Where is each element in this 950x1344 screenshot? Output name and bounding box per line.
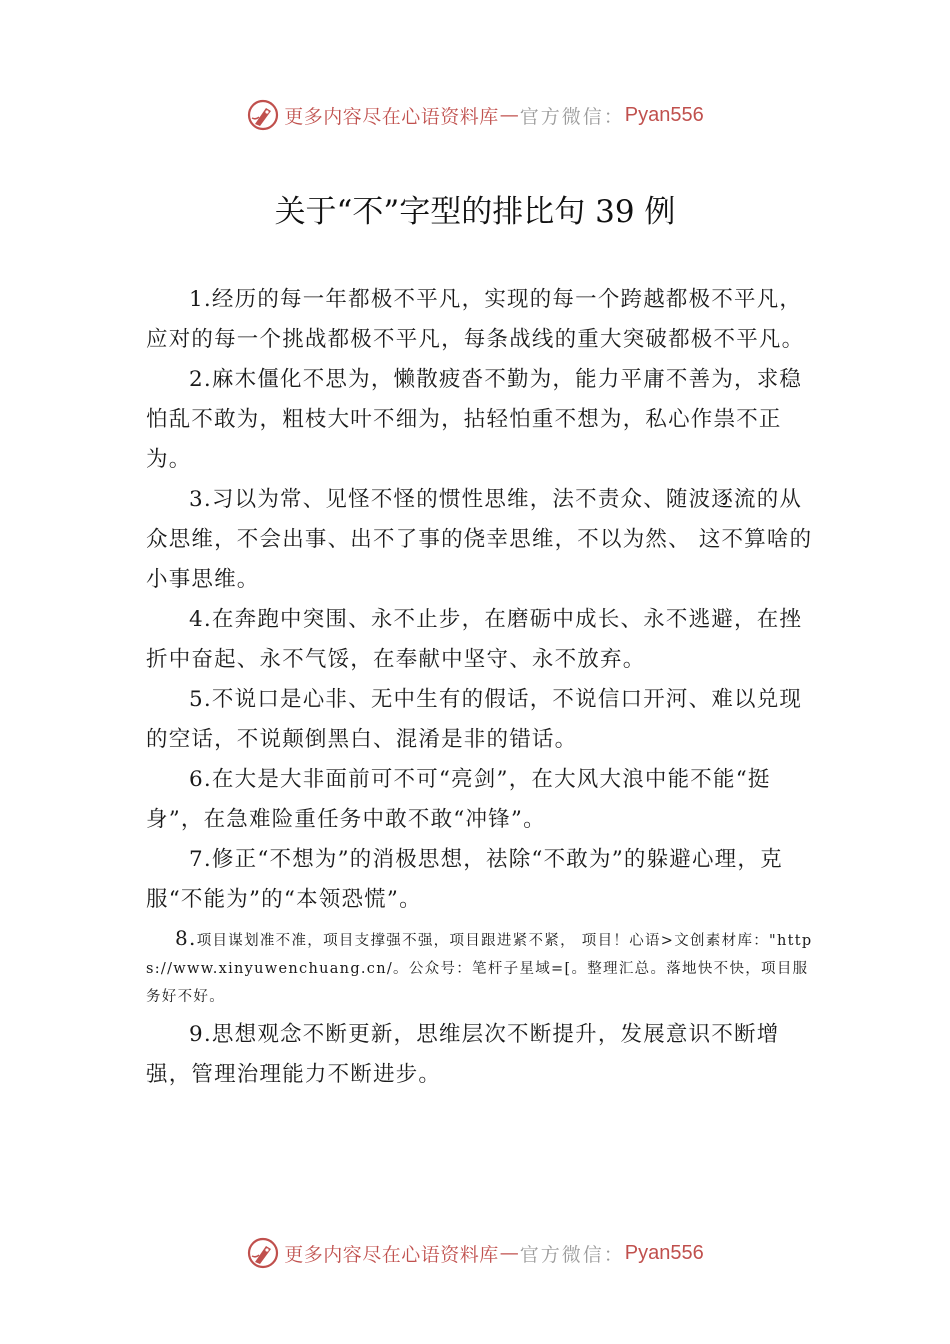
- footer-official-label: 官方微信：: [519, 1243, 625, 1266]
- paragraph-8: [146, 924, 818, 1011]
- footer-wechat-id: Pyan556: [624, 1241, 704, 1264]
- paragraph-1: 1.经历的每一年都极不平凡，实现的每一个跨越都极不平凡，应对的每一个挑战都极不平凡，每条战线的重大突破都极不平凡。: [146, 287, 805, 352]
- header-dash: —: [499, 104, 519, 126]
- paragraph-4: 4.在奔跑中突围、永不止步，在磨砺中成长、永不逃避，在挫折中奋起、永不气馁，在奉献中坚守、永不放弃。: [146, 607, 803, 672]
- pen-nib-logo-icon: [246, 98, 280, 132]
- paragraph-2: 2.麻木僵化不思为，懒散疲沓不勤为，能力平庸不善为，求稳怕乱不敢为，粗枝大叶不细为，拈轻怕重不想为，私心作祟不正为。: [146, 367, 803, 472]
- footer-dash: —: [499, 1242, 519, 1264]
- footer-site-name: 更多内容尽在心语资料库: [284, 1243, 499, 1266]
- header-banner: [0, 95, 950, 135]
- pen-nib-logo-icon: [246, 1236, 280, 1270]
- paragraph-5: 5.不说口是心非、无中生有的假话，不说信口开河、难以兑现的空话，不说颠倒黑白、混淆是非的错话。: [146, 687, 803, 752]
- document-body: [146, 280, 818, 1095]
- paragraph-6: 6.在大是大非面前可不可“亮剑”，在大风大浪中能不能“挺身”，在急难险重任务中敢不敢“冲锋”。: [146, 767, 771, 832]
- paragraph-9: 9.思想观念不断更新，思维层次不断提升，发展意识不断增强，管理治理能力不断进步。: [146, 1022, 780, 1087]
- footer-banner: [0, 1233, 950, 1273]
- header-official-label: 官方微信：: [519, 105, 625, 128]
- paragraph-3: 3.习以为常、见怪不怪的惯性思维，法不责众、随波逐流的从众思维，不会出事、出不了事的侥幸思维，不以为然、 这不算啥的小事思维。: [146, 487, 813, 592]
- paragraph-8-number: 8.: [175, 926, 197, 950]
- header-wechat-id: Pyan556: [624, 103, 704, 126]
- paragraph-8-text: 项目谋划准不准，项目支撑强不强，项目跟进紧不紧， 项目！心语>文创素材库："https://www.xinyuwenchuang.cn/。公众号：笔杆子星域=[。整理汇总。落地快不快，项目服务好不好。: [146, 933, 813, 1005]
- paragraph-7: 7.修正“不想为”的消极思想，祛除“不敢为”的躲避心理，克服“不能为”的“本领恐慌”。: [146, 847, 783, 912]
- document-title: 关于“不”字型的排比句 39 例: [274, 194, 676, 230]
- header-site-name: 更多内容尽在心语资料库: [284, 105, 499, 128]
